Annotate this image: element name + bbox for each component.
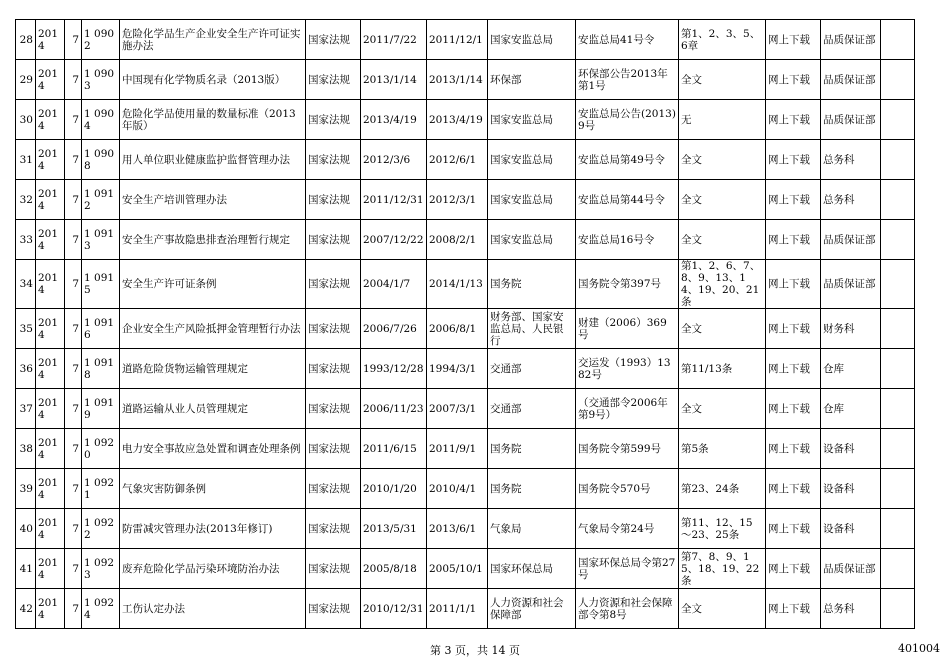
cell-source: 网上下载 — [766, 20, 821, 60]
cell-regulation-name: 废弃危险化学品污染环境防治办法 — [120, 549, 306, 589]
cell-regulation-name: 安全生产事故隐患排查治理暂行规定 — [120, 220, 306, 260]
cell-code: 1 0904 — [82, 100, 120, 140]
cell-regulation-name: 危险化学品生产企业安全生产许可证实施办法 — [120, 20, 306, 60]
table-row — [16, 349, 915, 389]
cell-applicable-clauses: 第7、8、9、15、18、19、22条 — [679, 549, 766, 589]
cell-issuer: 国家环保总局 — [488, 549, 576, 589]
cell-code: 1 0915 — [82, 260, 120, 309]
cell-issue-date: 2006/7/26 — [361, 309, 427, 349]
cell-document-number: 环保部公告2013年第1号 — [576, 60, 679, 100]
cell-code: 1 0919 — [82, 389, 120, 429]
cell-effective-date: 2014/1/13 — [427, 260, 488, 309]
cell-type: 国家法规 — [306, 100, 361, 140]
cell-type: 国家法规 — [306, 549, 361, 589]
cell-applicable-clauses: 第11/13条 — [679, 349, 766, 389]
cell-effective-date: 2007/3/1 — [427, 389, 488, 429]
cell-source: 网上下载 — [766, 349, 821, 389]
cell-code: 1 0902 — [82, 20, 120, 60]
cell-type: 国家法规 — [306, 349, 361, 389]
page-number: 第 3 页，共 14 页 — [430, 644, 520, 657]
cell-applicable-clauses: 第23、24条 — [679, 469, 766, 509]
cell-type: 国家法规 — [306, 140, 361, 180]
cell-blank — [881, 509, 915, 549]
cell-issuer: 环保部 — [488, 60, 576, 100]
cell-month: 7 — [65, 180, 82, 220]
cell-source: 网上下载 — [766, 589, 821, 629]
cell-effective-date: 2011/1/1 — [427, 589, 488, 629]
cell-issuer: 国务院 — [488, 469, 576, 509]
table-row — [16, 309, 915, 349]
cell-blank — [881, 220, 915, 260]
cell-year: 2014 — [36, 100, 65, 140]
cell-department: 财务科 — [821, 309, 881, 349]
table-row — [16, 509, 915, 549]
cell-year: 2014 — [36, 469, 65, 509]
cell-effective-date: 2011/12/1 — [427, 20, 488, 60]
cell-type: 国家法规 — [306, 309, 361, 349]
cell-department: 总务科 — [821, 589, 881, 629]
cell-blank — [881, 100, 915, 140]
cell-month: 7 — [65, 100, 82, 140]
cell-regulation-name: 道路运输从业人员管理规定 — [120, 389, 306, 429]
cell-applicable-clauses: 全文 — [679, 589, 766, 629]
cell-issue-date: 2011/12/31 — [361, 180, 427, 220]
cell-applicable-clauses: 全文 — [679, 389, 766, 429]
cell-applicable-clauses: 全文 — [679, 60, 766, 100]
cell-year: 2014 — [36, 260, 65, 309]
cell-applicable-clauses: 第5条 — [679, 429, 766, 469]
cell-issuer: 交通部 — [488, 349, 576, 389]
cell-applicable-clauses: 全文 — [679, 309, 766, 349]
cell-regulation-name: 气象灾害防御条例 — [120, 469, 306, 509]
cell-document-number: 财建（2006）369号 — [576, 309, 679, 349]
cell-year: 2014 — [36, 429, 65, 469]
cell-month: 7 — [65, 389, 82, 429]
cell-no: 31 — [16, 140, 36, 180]
cell-source: 网上下载 — [766, 60, 821, 100]
cell-applicable-clauses: 第1、2、6、7、8、9、13、14、19、20、21条 — [679, 260, 766, 309]
cell-type: 国家法规 — [306, 180, 361, 220]
cell-effective-date: 2006/8/1 — [427, 309, 488, 349]
cell-issuer: 财务部、国家安监总局、人民银行 — [488, 309, 576, 349]
cell-blank — [881, 60, 915, 100]
cell-effective-date: 2013/4/19 — [427, 100, 488, 140]
cell-issue-date: 2012/3/6 — [361, 140, 427, 180]
cell-year: 2014 — [36, 589, 65, 629]
cell-no: 41 — [16, 549, 36, 589]
cell-code: 1 0922 — [82, 509, 120, 549]
cell-code: 1 0912 — [82, 180, 120, 220]
cell-month: 7 — [65, 309, 82, 349]
cell-applicable-clauses: 无 — [679, 100, 766, 140]
cell-year: 2014 — [36, 140, 65, 180]
cell-applicable-clauses: 全文 — [679, 220, 766, 260]
cell-type: 国家法规 — [306, 509, 361, 549]
cell-type: 国家法规 — [306, 469, 361, 509]
cell-type: 国家法规 — [306, 220, 361, 260]
cell-issuer: 人力资源和社会保障部 — [488, 589, 576, 629]
cell-code: 1 0913 — [82, 220, 120, 260]
cell-year: 2014 — [36, 549, 65, 589]
cell-source: 网上下载 — [766, 309, 821, 349]
cell-issuer: 国家安监总局 — [488, 180, 576, 220]
cell-code: 1 0916 — [82, 309, 120, 349]
cell-code: 1 0908 — [82, 140, 120, 180]
cell-issuer: 国家安监总局 — [488, 20, 576, 60]
cell-document-number: （交通部令2006年第9号） — [576, 389, 679, 429]
cell-year: 2014 — [36, 509, 65, 549]
cell-effective-date: 2012/6/1 — [427, 140, 488, 180]
cell-regulation-name: 防雷减灾管理办法(2013年修订) — [120, 509, 306, 549]
cell-type: 国家法规 — [306, 589, 361, 629]
cell-blank — [881, 589, 915, 629]
cell-issue-date: 2011/6/15 — [361, 429, 427, 469]
cell-effective-date: 2013/1/14 — [427, 60, 488, 100]
cell-month: 7 — [65, 549, 82, 589]
cell-document-number: 国务院令第599号 — [576, 429, 679, 469]
table-row — [16, 589, 915, 629]
cell-regulation-name: 中国现有化学物质名录（2013版） — [120, 60, 306, 100]
cell-source: 网上下载 — [766, 100, 821, 140]
cell-month: 7 — [65, 60, 82, 100]
cell-document-number: 气象局令第24号 — [576, 509, 679, 549]
cell-month: 7 — [65, 349, 82, 389]
cell-blank — [881, 389, 915, 429]
cell-applicable-clauses: 全文 — [679, 180, 766, 220]
table-row — [16, 469, 915, 509]
cell-blank — [881, 309, 915, 349]
cell-year: 2014 — [36, 389, 65, 429]
table-row — [16, 180, 915, 220]
cell-department: 设备科 — [821, 509, 881, 549]
cell-department: 仓库 — [821, 389, 881, 429]
cell-document-number: 安监总局16号令 — [576, 220, 679, 260]
cell-no: 34 — [16, 260, 36, 309]
cell-department: 总务科 — [821, 140, 881, 180]
cell-issue-date: 1993/12/28 — [361, 349, 427, 389]
cell-month: 7 — [65, 220, 82, 260]
cell-document-number: 人力资源和社会保障部令第8号 — [576, 589, 679, 629]
cell-document-number: 国务院令570号 — [576, 469, 679, 509]
regulation-table — [15, 19, 915, 629]
table-row — [16, 100, 915, 140]
cell-document-number: 交运发（1993）1382号 — [576, 349, 679, 389]
cell-issuer: 国务院 — [488, 429, 576, 469]
table-row — [16, 549, 915, 589]
table-row — [16, 140, 915, 180]
cell-blank — [881, 260, 915, 309]
cell-code: 1 0921 — [82, 469, 120, 509]
cell-issue-date: 2013/1/14 — [361, 60, 427, 100]
cell-applicable-clauses: 第11、12、15～23、25条 — [679, 509, 766, 549]
cell-effective-date: 2005/10/1 — [427, 549, 488, 589]
cell-year: 2014 — [36, 180, 65, 220]
cell-applicable-clauses: 第1、2、3、5、6章 — [679, 20, 766, 60]
cell-regulation-name: 企业安全生产风险抵押金管理暂行办法 — [120, 309, 306, 349]
cell-effective-date: 2011/9/1 — [427, 429, 488, 469]
cell-source: 网上下载 — [766, 469, 821, 509]
cell-type: 国家法规 — [306, 260, 361, 309]
cell-department: 品质保证部 — [821, 549, 881, 589]
cell-regulation-name: 安全生产培训管理办法 — [120, 180, 306, 220]
cell-document-number: 国务院令第397号 — [576, 260, 679, 309]
cell-no: 28 — [16, 20, 36, 60]
cell-department: 仓库 — [821, 349, 881, 389]
cell-issue-date: 2010/12/31 — [361, 589, 427, 629]
cell-code: 1 0923 — [82, 549, 120, 589]
cell-no: 39 — [16, 469, 36, 509]
cell-regulation-name: 用人单位职业健康监护监督管理办法 — [120, 140, 306, 180]
cell-issuer: 国家安监总局 — [488, 220, 576, 260]
cell-month: 7 — [65, 589, 82, 629]
cell-issue-date: 2013/5/31 — [361, 509, 427, 549]
cell-month: 7 — [65, 140, 82, 180]
cell-document-number: 安监总局第49号令 — [576, 140, 679, 180]
cell-issue-date: 2010/1/20 — [361, 469, 427, 509]
cell-blank — [881, 180, 915, 220]
cell-effective-date: 2012/3/1 — [427, 180, 488, 220]
cell-type: 国家法规 — [306, 429, 361, 469]
table-row — [16, 220, 915, 260]
cell-regulation-name: 工伤认定办法 — [120, 589, 306, 629]
cell-issue-date: 2006/11/23 — [361, 389, 427, 429]
table-row — [16, 60, 915, 100]
cell-issue-date: 2007/12/22 — [361, 220, 427, 260]
cell-blank — [881, 429, 915, 469]
cell-issuer: 国家安监总局 — [488, 140, 576, 180]
cell-code: 1 0918 — [82, 349, 120, 389]
cell-document-number: 安监总局41号令 — [576, 20, 679, 60]
cell-no: 33 — [16, 220, 36, 260]
cell-regulation-name: 电力安全事故应急处置和调查处理条例 — [120, 429, 306, 469]
cell-issuer: 气象局 — [488, 509, 576, 549]
cell-issue-date: 2004/1/7 — [361, 260, 427, 309]
cell-issuer: 国务院 — [488, 260, 576, 309]
cell-regulation-name: 道路危险货物运输管理规定 — [120, 349, 306, 389]
table-row — [16, 260, 915, 309]
cell-issue-date: 2013/4/19 — [361, 100, 427, 140]
cell-year: 2014 — [36, 309, 65, 349]
cell-year: 2014 — [36, 60, 65, 100]
cell-department: 品质保证部 — [821, 60, 881, 100]
cell-type: 国家法规 — [306, 389, 361, 429]
cell-source: 网上下载 — [766, 509, 821, 549]
cell-blank — [881, 549, 915, 589]
cell-regulation-name: 安全生产许可证条例 — [120, 260, 306, 309]
cell-blank — [881, 469, 915, 509]
cell-regulation-name: 危险化学品使用量的数量标准（2013年版） — [120, 100, 306, 140]
cell-source: 网上下载 — [766, 260, 821, 309]
cell-no: 29 — [16, 60, 36, 100]
cell-effective-date: 2008/2/1 — [427, 220, 488, 260]
cell-year: 2014 — [36, 20, 65, 60]
cell-document-number: 安监总局公告(2013)9号 — [576, 100, 679, 140]
cell-no: 40 — [16, 509, 36, 549]
cell-department: 品质保证部 — [821, 100, 881, 140]
cell-code: 1 0920 — [82, 429, 120, 469]
cell-department: 总务科 — [821, 180, 881, 220]
cell-blank — [881, 140, 915, 180]
cell-code: 1 0903 — [82, 60, 120, 100]
cell-month: 7 — [65, 429, 82, 469]
cell-no: 30 — [16, 100, 36, 140]
cell-no: 38 — [16, 429, 36, 469]
cell-department: 品质保证部 — [821, 260, 881, 309]
cell-source: 网上下载 — [766, 549, 821, 589]
cell-department: 品质保证部 — [821, 220, 881, 260]
cell-effective-date: 2013/6/1 — [427, 509, 488, 549]
cell-applicable-clauses: 全文 — [679, 140, 766, 180]
cell-document-number: 安监总局第44号令 — [576, 180, 679, 220]
cell-month: 7 — [65, 469, 82, 509]
cell-no: 32 — [16, 180, 36, 220]
table-body — [16, 20, 915, 629]
cell-type: 国家法规 — [306, 20, 361, 60]
cell-department: 设备科 — [821, 429, 881, 469]
cell-no: 42 — [16, 589, 36, 629]
cell-month: 7 — [65, 509, 82, 549]
table-row — [16, 20, 915, 60]
cell-source: 网上下载 — [766, 220, 821, 260]
cell-effective-date: 2010/4/1 — [427, 469, 488, 509]
table-row — [16, 389, 915, 429]
cell-issuer: 交通部 — [488, 389, 576, 429]
cell-department: 品质保证部 — [821, 20, 881, 60]
cell-month: 7 — [65, 260, 82, 309]
cell-month: 7 — [65, 20, 82, 60]
cell-effective-date: 1994/3/1 — [427, 349, 488, 389]
cell-code: 1 0924 — [82, 589, 120, 629]
cell-no: 36 — [16, 349, 36, 389]
cell-source: 网上下载 — [766, 389, 821, 429]
cell-year: 2014 — [36, 220, 65, 260]
cell-issuer: 国家安监总局 — [488, 100, 576, 140]
cell-blank — [881, 20, 915, 60]
document-code: 401004 — [898, 642, 940, 655]
cell-blank — [881, 349, 915, 389]
cell-no: 37 — [16, 389, 36, 429]
cell-source: 网上下载 — [766, 140, 821, 180]
cell-department: 设备科 — [821, 469, 881, 509]
cell-issue-date: 2011/7/22 — [361, 20, 427, 60]
cell-source: 网上下载 — [766, 180, 821, 220]
table-row — [16, 429, 915, 469]
cell-no: 35 — [16, 309, 36, 349]
cell-issue-date: 2005/8/18 — [361, 549, 427, 589]
cell-year: 2014 — [36, 349, 65, 389]
cell-type: 国家法规 — [306, 60, 361, 100]
cell-source: 网上下载 — [766, 429, 821, 469]
cell-document-number: 国家环保总局令第27号 — [576, 549, 679, 589]
